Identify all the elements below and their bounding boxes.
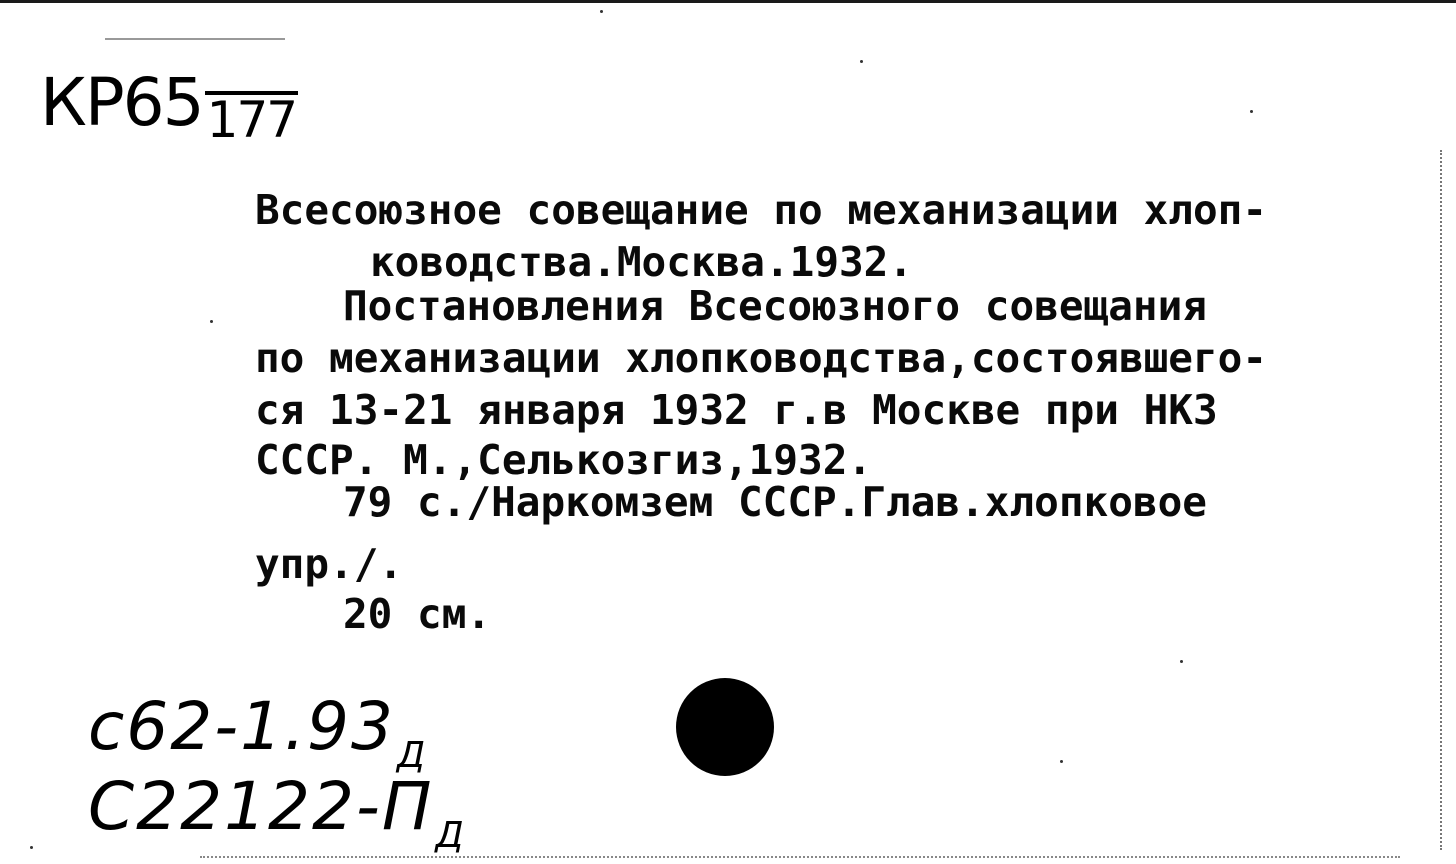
call-number-first (88, 688, 428, 776)
bottom-edge-marks (200, 856, 1400, 860)
entry-line: упр./. (255, 540, 404, 588)
entry-line: 20 см. (343, 590, 492, 638)
short-rule (105, 38, 285, 40)
call-number-second-mark: Д (435, 815, 466, 856)
entry-line: ся 13-21 января 1932 г.в Москве при НКЗ (255, 386, 1218, 434)
shelf-mark (40, 64, 298, 149)
call-number-first-mark: Д (397, 735, 428, 776)
call-number-second-text: С22122-П (88, 768, 434, 845)
entry-line: ководства.Москва.1932. (370, 238, 914, 286)
call-number-first-text: с62-1.93 (88, 688, 396, 765)
call-number-second (88, 768, 466, 856)
card-top-edge (0, 0, 1456, 3)
entry-line: Постановления Всесоюзного совещания (343, 282, 1207, 330)
speck (210, 320, 213, 323)
shelf-mark-main: КР65 (40, 64, 203, 141)
shelf-mark-sub: 177 (206, 91, 297, 149)
speck (1060, 760, 1063, 763)
speck (1180, 660, 1183, 663)
speck (860, 60, 863, 63)
punch-hole (676, 678, 774, 776)
entry-line: 79 с./Наркомзем СССР.Глав.хлопковое (343, 478, 1207, 526)
speck (600, 10, 603, 13)
right-edge-marks (1440, 150, 1444, 850)
entry-line: по механизации хлопководства,состоявшего- (255, 334, 1268, 382)
entry-line: СССР. М.,Селькозгиз,1932. (255, 436, 873, 484)
speck (30, 846, 33, 849)
speck (1250, 110, 1253, 113)
entry-line: Всесоюзное совещание по механизации хлоп- (255, 186, 1268, 234)
